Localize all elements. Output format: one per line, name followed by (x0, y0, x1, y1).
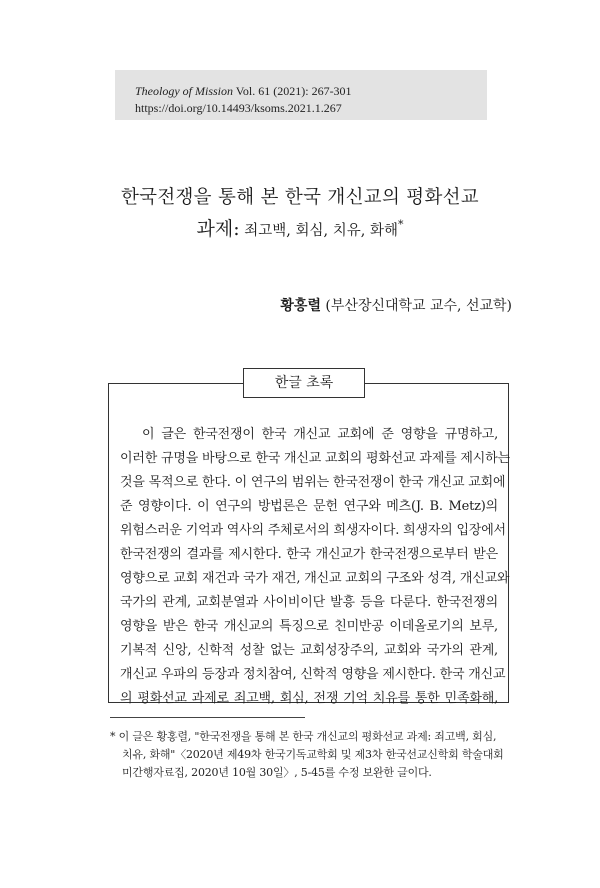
abstract-line: 위험스러운 기억과 역사의 주체로서의 희생자이다. 희생자의 입장에서 (120, 523, 506, 538)
abstract-heading: 한글 초록 (243, 368, 365, 398)
abstract-line: 국가의 관계, 교회분열과 사이비이단 발흥 등을 다룬다. 한국전쟁의 (120, 595, 498, 610)
abstract-line: 것을 목적으로 한다. 이 연구의 범위는 한국전쟁이 한국 개신교 교회에 (120, 475, 506, 490)
author-affiliation: (부산장신대학교 교수, 선교학) (320, 298, 512, 314)
footnote-line: 치유, 화해"〈2020년 제49차 한국기독교학회 및 제3차 한국선교신학회 학술대회 (122, 748, 504, 761)
abstract-line: 이러한 규명을 바탕으로 한국 개신교 교회의 평화선교 과제를 제시하는 (120, 451, 510, 466)
journal-volume-pages: Vol. 61 (2021): 267-301 (233, 84, 352, 98)
footnote-divider (110, 717, 305, 718)
abstract-line: 한국전쟁의 결과를 제시한다. 한국 개신교가 한국전쟁으로부터 받은 (120, 547, 498, 562)
abstract-line: 이 글은 한국전쟁이 한국 개신교 교회에 준 영향을 규명하고, (142, 427, 498, 442)
abstract-line: 준 영향이다. 이 연구의 방법론은 문헌 연구와 메츠(J. B. Metz)의 (120, 499, 498, 514)
journal-citation (135, 84, 352, 99)
author-name: 황홍렬 (280, 298, 321, 314)
abstract-line: 영향을 받은 한국 개신교의 특징으로 친미반공 이데올로기의 보루, (120, 619, 498, 634)
author-line (280, 295, 512, 315)
journal-name: Theology of Mission (135, 84, 233, 98)
journal-doi[interactable]: https://doi.org/10.14493/ksoms.2021.1.267 (135, 101, 342, 115)
title-footnote-mark[interactable]: * (397, 217, 404, 231)
paper-title-main: 과제: (196, 218, 240, 240)
paper-subtitle: 죄고백, 회심, 치유, 화해 (239, 223, 398, 239)
footnote-line: * 이 글은 황홍렬, "한국전쟁을 통해 본 한국 개신교의 평화선교 과제: 죄고백, 회심, (110, 730, 497, 743)
paper-title-line1: 한국전쟁을 통해 본 한국 개신교의 평화선교 (121, 187, 479, 208)
abstract-line: 영향으로 교회 재건과 국가 재건, 개신교 교회의 구조와 성격, 개신교와 (120, 571, 510, 586)
paper-title-line2 (0, 214, 600, 241)
abstract-line: 의 평화선교 과제로 죄고백, 회심, 전쟁 기억 치유를 통한 민족화해, (120, 691, 498, 706)
abstract-line: 기복적 신앙, 신학적 성찰 없는 교회성장주의, 교회와 국가의 관계, (120, 643, 498, 658)
abstract-line: 개신교 우파의 등장과 정치참여, 신학적 영향을 제시한다. 한국 개신교 (120, 667, 506, 682)
footnote-line: 미간행자료집, 2020년 10월 30일〉, 5-45를 수정 보완한 글이다. (122, 766, 432, 779)
